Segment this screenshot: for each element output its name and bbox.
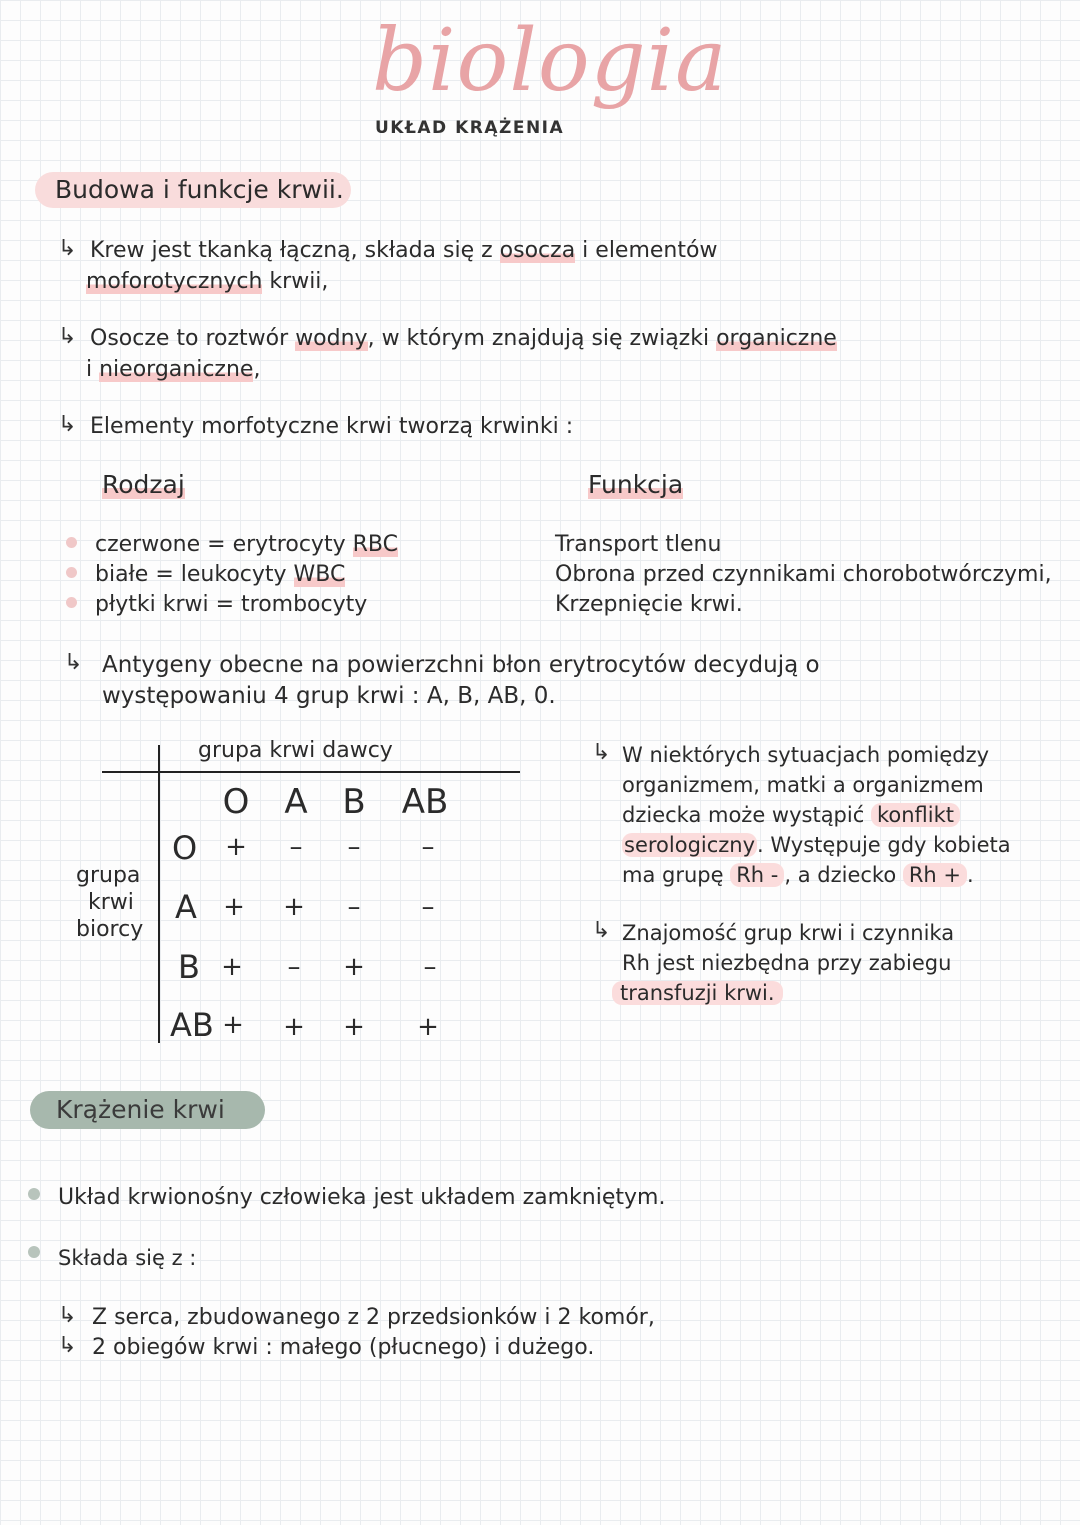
paragraph-antigens-line2: występowaniu 4 grup krwi : A, B, AB, 0. [102, 683, 556, 709]
function-red-cells: Transport tlenu [555, 532, 722, 557]
table-horizontal-line [102, 771, 520, 773]
table-cell: – [423, 952, 437, 982]
table-vertical-line [158, 745, 160, 1043]
paragraph-antigens-line1: Antygeny obecne na powierzchni błon erytrocytów decydują o [102, 652, 820, 678]
note-conflict-line5: ma grupę Rh - , a dziecko Rh + . [622, 863, 974, 887]
arrow-icon: ↳ [58, 1333, 77, 1358]
table-cell: – [421, 892, 435, 922]
circulation-bullet-2: Składa się z : [58, 1246, 197, 1270]
table-cell: + [283, 1012, 305, 1042]
arrow-icon: ↳ [64, 650, 83, 675]
section-heading-blood: Budowa i funkcje krwii. [35, 172, 351, 208]
table-cell: + [221, 952, 243, 982]
donor-label: grupa krwi dawcy [198, 738, 393, 763]
table-cell: – [347, 892, 361, 922]
table-cell: + [417, 1012, 439, 1042]
type-red-cells: czerwone = erytrocyty RBC [95, 532, 398, 557]
table-cell: + [343, 952, 365, 982]
bullet-dot [66, 537, 77, 548]
recipient-label: grupa krwi biorcy [76, 863, 144, 942]
paragraph-blood-line2: moforotycznych krwii, [86, 269, 329, 294]
donor-col-A: A [284, 782, 308, 822]
donor-col-O: O [222, 782, 250, 822]
table-cell: – [421, 832, 435, 862]
table-cell: + [223, 892, 245, 922]
arrow-icon: ↳ [592, 740, 611, 765]
note-conflict-line2: organizmem, matki a organizmem [622, 773, 984, 797]
page-title: biologia [372, 11, 728, 111]
table-cell: + [225, 832, 247, 862]
arrow-icon: ↳ [58, 1303, 77, 1328]
recipient-row-O: O [172, 829, 198, 867]
table-cell: – [289, 832, 303, 862]
type-white-cells: białe = leukocyty WBC [95, 562, 346, 587]
donor-col-AB: AB [401, 782, 449, 822]
paragraph-plasma-line2: i nieorganiczne, [86, 357, 261, 382]
note-rh-line3: transfuzji krwi. [612, 978, 783, 1008]
circulation-bullet-1: Układ krwionośny człowieka jest układem zamkniętym. [58, 1185, 666, 1210]
arrow-icon: ↳ [58, 236, 77, 261]
recipient-row-AB: AB [170, 1006, 214, 1044]
circulation-arrow-2: 2 obiegów krwi : małego (płucnego) i dużego. [92, 1335, 595, 1360]
paragraph-elements: Elementy morfotyczne krwi tworzą krwinki : [90, 414, 574, 439]
bullet-dot [28, 1246, 40, 1258]
arrow-icon: ↳ [58, 412, 77, 437]
table-cell: + [343, 1012, 365, 1042]
note-rh-line1: Znajomość grup krwi i czynnika [622, 921, 955, 945]
paragraph-blood-line1: Krew jest tkanką łączną, składa się z osocza i elementów [90, 238, 718, 263]
table-cell: + [283, 892, 305, 922]
note-conflict-line4: serologiczny. Występuje gdy kobieta [624, 833, 1011, 857]
note-rh-line2: Rh jest niezbędna przy zabiegu [622, 951, 952, 975]
bullet-dot [28, 1188, 40, 1200]
function-platelets: Krzepnięcie krwi. [555, 592, 743, 617]
function-white-cells: Obrona przed czynnikami chorobotwórczymi, [555, 562, 1052, 587]
page-subtitle: UKŁAD KRĄŻENIA [375, 118, 565, 138]
table-cell: + [222, 1010, 244, 1040]
donor-col-B: B [342, 782, 366, 822]
circulation-arrow-1: Z serca, zbudowanego z 2 przedsionków i 2 komór, [92, 1305, 655, 1330]
arrow-icon: ↳ [58, 324, 77, 349]
bullet-dot [66, 567, 77, 578]
type-platelets: płytki krwi = trombocyty [95, 592, 368, 617]
table-cell: – [287, 952, 301, 982]
column-header-rodzaj: Rodzaj [102, 470, 185, 499]
note-conflict-line3: dziecka może wystąpić konflikt [622, 800, 960, 830]
bullet-dot [66, 597, 77, 608]
table-cell: – [347, 832, 361, 862]
recipient-row-A: A [175, 888, 197, 926]
paragraph-plasma-line1: Osocze to roztwór wodny, w którym znajdują się związki organiczne [90, 326, 837, 351]
section-heading-circulation: Krążenie krwi [30, 1091, 265, 1129]
arrow-icon: ↳ [592, 918, 611, 943]
column-header-funkcja: Funkcja [588, 470, 684, 499]
recipient-row-B: B [178, 948, 200, 986]
note-conflict-line1: W niektórych sytuacjach pomiędzy [622, 743, 990, 767]
